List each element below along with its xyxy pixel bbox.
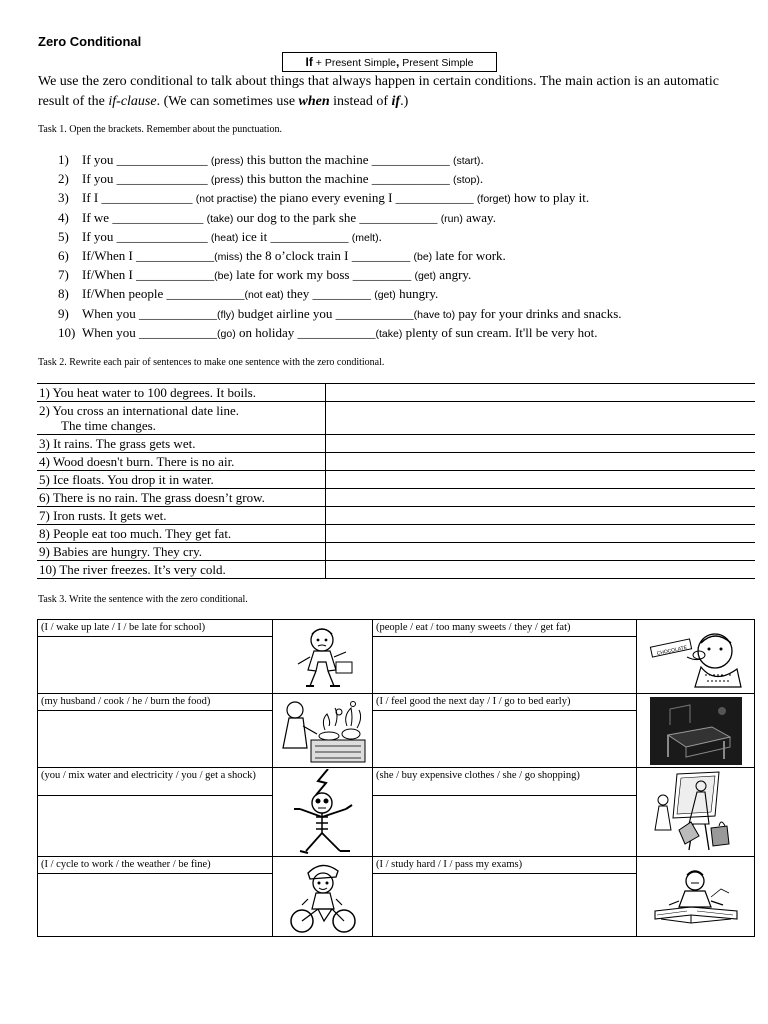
task2-answer-cell[interactable] bbox=[326, 402, 756, 435]
table-row bbox=[37, 453, 755, 471]
table-row bbox=[37, 543, 755, 561]
task2-answer-cell[interactable] bbox=[326, 543, 756, 561]
task1-item-hint: (get) bbox=[374, 289, 396, 302]
task1-item-number: 2) bbox=[58, 171, 69, 187]
task2-sentence-line: 3) It rains. The grass gets wet. bbox=[39, 436, 196, 451]
task2-answer-cell[interactable] bbox=[326, 561, 756, 579]
task2-table bbox=[37, 383, 755, 579]
intro-paragraph bbox=[38, 72, 738, 112]
task3-answer-7[interactable] bbox=[38, 874, 273, 937]
table-row bbox=[37, 384, 755, 402]
task3-prompt-2: (people / eat / too many sweets / they / get fat) bbox=[373, 620, 637, 637]
intro-text-1: We use the zero conditional to talk about things that always happen in certain conditions. The main action is an automatic result of the bbox=[38, 74, 719, 109]
task1-item bbox=[58, 188, 748, 207]
task2-sentence-line: 4) Wood doesn't burn. There is no air. bbox=[39, 454, 235, 469]
task2-answer-cell[interactable] bbox=[326, 525, 756, 543]
task1-item-number: 7) bbox=[58, 267, 69, 283]
task1-item-number: 6) bbox=[58, 247, 69, 263]
intro-text-4: .) bbox=[400, 94, 409, 109]
table-row bbox=[37, 402, 755, 435]
task1-item-hint: (melt) bbox=[351, 231, 379, 244]
task1-item-text: . bbox=[480, 152, 484, 167]
task1-item-text: If/When I ____________ bbox=[82, 267, 215, 283]
task3-answer-5[interactable] bbox=[38, 796, 273, 857]
studying-student-icon bbox=[651, 867, 741, 927]
formula-box bbox=[282, 52, 497, 72]
task1-item-hint: (be) bbox=[413, 250, 433, 263]
task2-sentence-pair bbox=[37, 489, 326, 507]
task3-table bbox=[37, 619, 755, 937]
task1-item-hint: (run) bbox=[440, 212, 463, 225]
task1-item-hint: (be) bbox=[214, 270, 233, 283]
formula-present-simple-1: + Present Simple bbox=[315, 57, 397, 69]
intro-if: if bbox=[391, 94, 401, 109]
task3-answer-4[interactable] bbox=[373, 711, 637, 768]
task1-item-text: this button the machine ____________ bbox=[243, 152, 454, 167]
task1-item bbox=[58, 150, 748, 169]
task1-item-number: 4) bbox=[58, 209, 69, 225]
task1-item bbox=[58, 323, 748, 342]
task1-item-text: If you ______________ bbox=[82, 152, 211, 167]
task1-item bbox=[58, 208, 748, 227]
task1-item-text: If we ______________ bbox=[82, 209, 207, 225]
task1-item-hint: (go) bbox=[217, 327, 236, 340]
task1-item-text: budget airline you ____________ bbox=[234, 305, 414, 321]
task1-item-hint: (fly) bbox=[217, 308, 235, 321]
task2-sentence-pair bbox=[37, 525, 326, 543]
task2-answer-cell[interactable] bbox=[326, 453, 756, 471]
task1-item-text: When you ____________ bbox=[82, 324, 218, 340]
task1-item-hint: (miss) bbox=[214, 250, 243, 263]
task1-item-text: If you ______________ bbox=[82, 228, 211, 244]
intro-text-2: . (We can sometimes use bbox=[156, 94, 299, 109]
table-row bbox=[37, 507, 755, 525]
late-boy-icon bbox=[288, 624, 358, 690]
task1-item-number: 8) bbox=[58, 286, 69, 302]
task2-sentence-pair bbox=[37, 453, 326, 471]
task1-item bbox=[58, 246, 748, 265]
task1-item-hint: (start) bbox=[453, 155, 481, 167]
task2-answer-cell[interactable] bbox=[326, 507, 756, 525]
formula-comma: , bbox=[396, 55, 400, 69]
table-row bbox=[37, 489, 755, 507]
task1-item-number: 1) bbox=[58, 152, 69, 167]
task1-item-text: this button the machine ____________ bbox=[243, 171, 454, 187]
task1-item-text: late for work my boss _________ bbox=[232, 267, 415, 283]
task2-sentence-line: 6) There is no rain. The grass doesn’t grow. bbox=[39, 490, 265, 505]
task1-item-text: angry. bbox=[436, 267, 472, 283]
task1-item-text: If I ______________ bbox=[82, 190, 196, 206]
task1-list bbox=[58, 150, 748, 342]
task3-picture-7 bbox=[273, 857, 373, 937]
task2-answer-cell[interactable] bbox=[326, 489, 756, 507]
task1-item-number: 10) bbox=[58, 324, 76, 340]
task1-item-text: the 8 o’clock train I _________ bbox=[242, 247, 414, 263]
task3-prompt-4: (I / feel good the next day / I / go to bed early) bbox=[373, 694, 637, 711]
task1-item bbox=[58, 284, 748, 303]
task1-item-text: When you ____________ bbox=[82, 305, 218, 321]
task1-item-text: they _________ bbox=[283, 286, 375, 302]
task1-item-hint: (have to) bbox=[413, 308, 456, 321]
intro-text-3: instead of bbox=[329, 94, 392, 109]
task2-sentence-line: 5) Ice floats. You drop it in water. bbox=[39, 472, 214, 487]
task2-sentence-pair bbox=[37, 507, 326, 525]
formula-if: If bbox=[305, 55, 313, 69]
task3-prompt-6: (she / buy expensive clothes / she / go shopping) bbox=[373, 768, 637, 796]
task2-sentence-line: The time changes. bbox=[61, 418, 156, 433]
task1-item-text: hungry. bbox=[395, 286, 439, 302]
task1-item-hint: (take) bbox=[206, 212, 234, 225]
task1-item-number: 5) bbox=[58, 228, 69, 244]
task2-answer-cell[interactable] bbox=[326, 435, 756, 453]
task1-item-hint: (forget) bbox=[476, 193, 511, 206]
task3-heading: Task 3. Write the sentence with the zero conditional. bbox=[38, 594, 248, 605]
task3-answer-6[interactable] bbox=[373, 796, 637, 857]
page-title: Zero Conditional bbox=[38, 34, 142, 49]
task1-item-text: ice it ____________ bbox=[238, 228, 352, 244]
task2-sentence-pair bbox=[37, 561, 326, 579]
task1-item-hint: (stop) bbox=[453, 174, 480, 187]
task3-prompt-7: (I / cycle to work / the weather / be fine) bbox=[38, 857, 273, 874]
cyclist-icon bbox=[288, 859, 358, 935]
task3-prompt-1: (I / wake up late / I / be late for school) bbox=[38, 620, 273, 637]
task1-item-text: . bbox=[479, 171, 484, 187]
shopping-woman-icon bbox=[649, 770, 743, 854]
task2-sentence-line: 9) Babies are hungry. They cry. bbox=[39, 544, 203, 559]
task2-answer-cell[interactable] bbox=[326, 384, 756, 402]
bed-night-icon bbox=[650, 697, 742, 765]
task1-item-text: If/When people ____________ bbox=[82, 286, 245, 302]
formula-present-simple-2: Present Simple bbox=[402, 57, 474, 69]
task3-picture-1 bbox=[273, 620, 373, 694]
task1-item-hint: (take) bbox=[375, 327, 403, 340]
sweets-man-icon bbox=[643, 625, 748, 689]
table-row bbox=[37, 435, 755, 453]
task3-prompt-8: (I / study hard / I / pass my exams) bbox=[373, 857, 637, 874]
table-row bbox=[37, 525, 755, 543]
task1-item bbox=[58, 304, 748, 323]
task1-item-text: pay for your drinks and snacks. bbox=[455, 305, 622, 321]
task3-picture-4 bbox=[637, 694, 755, 768]
task2-sentence-pair bbox=[37, 384, 326, 402]
intro-if-clause: if-clause bbox=[108, 94, 157, 109]
task1-item-text: late for work. bbox=[432, 247, 506, 263]
task2-heading: Task 2. Rewrite each pair of sentences to make one sentence with the zero conditional. bbox=[38, 357, 385, 368]
task1-item-text: If you ______________ bbox=[82, 171, 211, 187]
task1-item bbox=[58, 265, 748, 284]
task2-sentence-pair bbox=[37, 471, 326, 489]
task1-item-hint: (get) bbox=[414, 270, 437, 283]
task3-answer-1[interactable] bbox=[38, 637, 273, 694]
chocolate-label: CHOCOLATE bbox=[656, 644, 688, 657]
task3-answer-3[interactable] bbox=[38, 711, 273, 768]
task1-item-text: away. bbox=[462, 209, 496, 225]
table-row bbox=[37, 561, 755, 579]
task2-sentence-line: 2) You cross an international date line. bbox=[39, 403, 240, 418]
task3-picture-5 bbox=[273, 768, 373, 857]
task1-item-text: . bbox=[378, 228, 382, 244]
task1-item-hint: (heat) bbox=[210, 231, 239, 244]
task1-item bbox=[58, 227, 748, 246]
task1-item bbox=[58, 169, 748, 188]
task1-item-hint: (press) bbox=[210, 155, 244, 167]
task1-item-hint: (not eat) bbox=[244, 289, 284, 302]
task2-sentence-line: 7) Iron rusts. It gets wet. bbox=[39, 508, 167, 523]
burning-food-icon bbox=[277, 696, 369, 766]
task1-item-number: 3) bbox=[58, 190, 69, 206]
task2-sentence-pair bbox=[37, 402, 326, 435]
task3-answer-8[interactable] bbox=[373, 874, 637, 937]
electric-shock-icon bbox=[288, 769, 358, 855]
task1-item-text: on holiday ____________ bbox=[235, 324, 376, 340]
task1-heading: Task 1. Open the brackets. Remember about the punctuation. bbox=[38, 124, 282, 135]
task2-sentence-pair bbox=[37, 435, 326, 453]
task1-item-text: our dog to the park she ____________ bbox=[233, 209, 441, 225]
task2-sentence-line: 1) You heat water to 100 degrees. It boils. bbox=[39, 385, 256, 400]
task3-answer-2[interactable] bbox=[373, 637, 637, 694]
task2-sentence-pair bbox=[37, 543, 326, 561]
intro-when: when bbox=[298, 94, 330, 109]
task1-item-text: the piano every evening I ____________ bbox=[257, 190, 477, 206]
task3-picture-2 bbox=[637, 620, 755, 694]
table-row bbox=[37, 471, 755, 489]
task2-sentence-line: 8) People eat too much. They get fat. bbox=[39, 526, 232, 541]
task1-item-hint: (press) bbox=[210, 174, 244, 187]
task3-picture-6 bbox=[637, 768, 755, 857]
task1-item-text: plenty of sun cream. It'll be very hot. bbox=[402, 324, 598, 340]
task2-answer-cell[interactable] bbox=[326, 471, 756, 489]
task1-item-text: If/When I ____________ bbox=[82, 247, 215, 263]
task1-item-text: how to play it. bbox=[510, 190, 590, 206]
task1-item-number: 9) bbox=[58, 305, 69, 321]
task3-picture-8 bbox=[637, 857, 755, 937]
task1-item-hint: (not practise) bbox=[195, 193, 258, 206]
task3-prompt-5: (you / mix water and electricity / you / get a shock) bbox=[38, 768, 273, 796]
task3-picture-3 bbox=[273, 694, 373, 768]
task2-sentence-line: 10) The river freezes. It’s very cold. bbox=[39, 562, 226, 577]
task3-prompt-3: (my husband / cook / he / burn the food) bbox=[38, 694, 273, 711]
